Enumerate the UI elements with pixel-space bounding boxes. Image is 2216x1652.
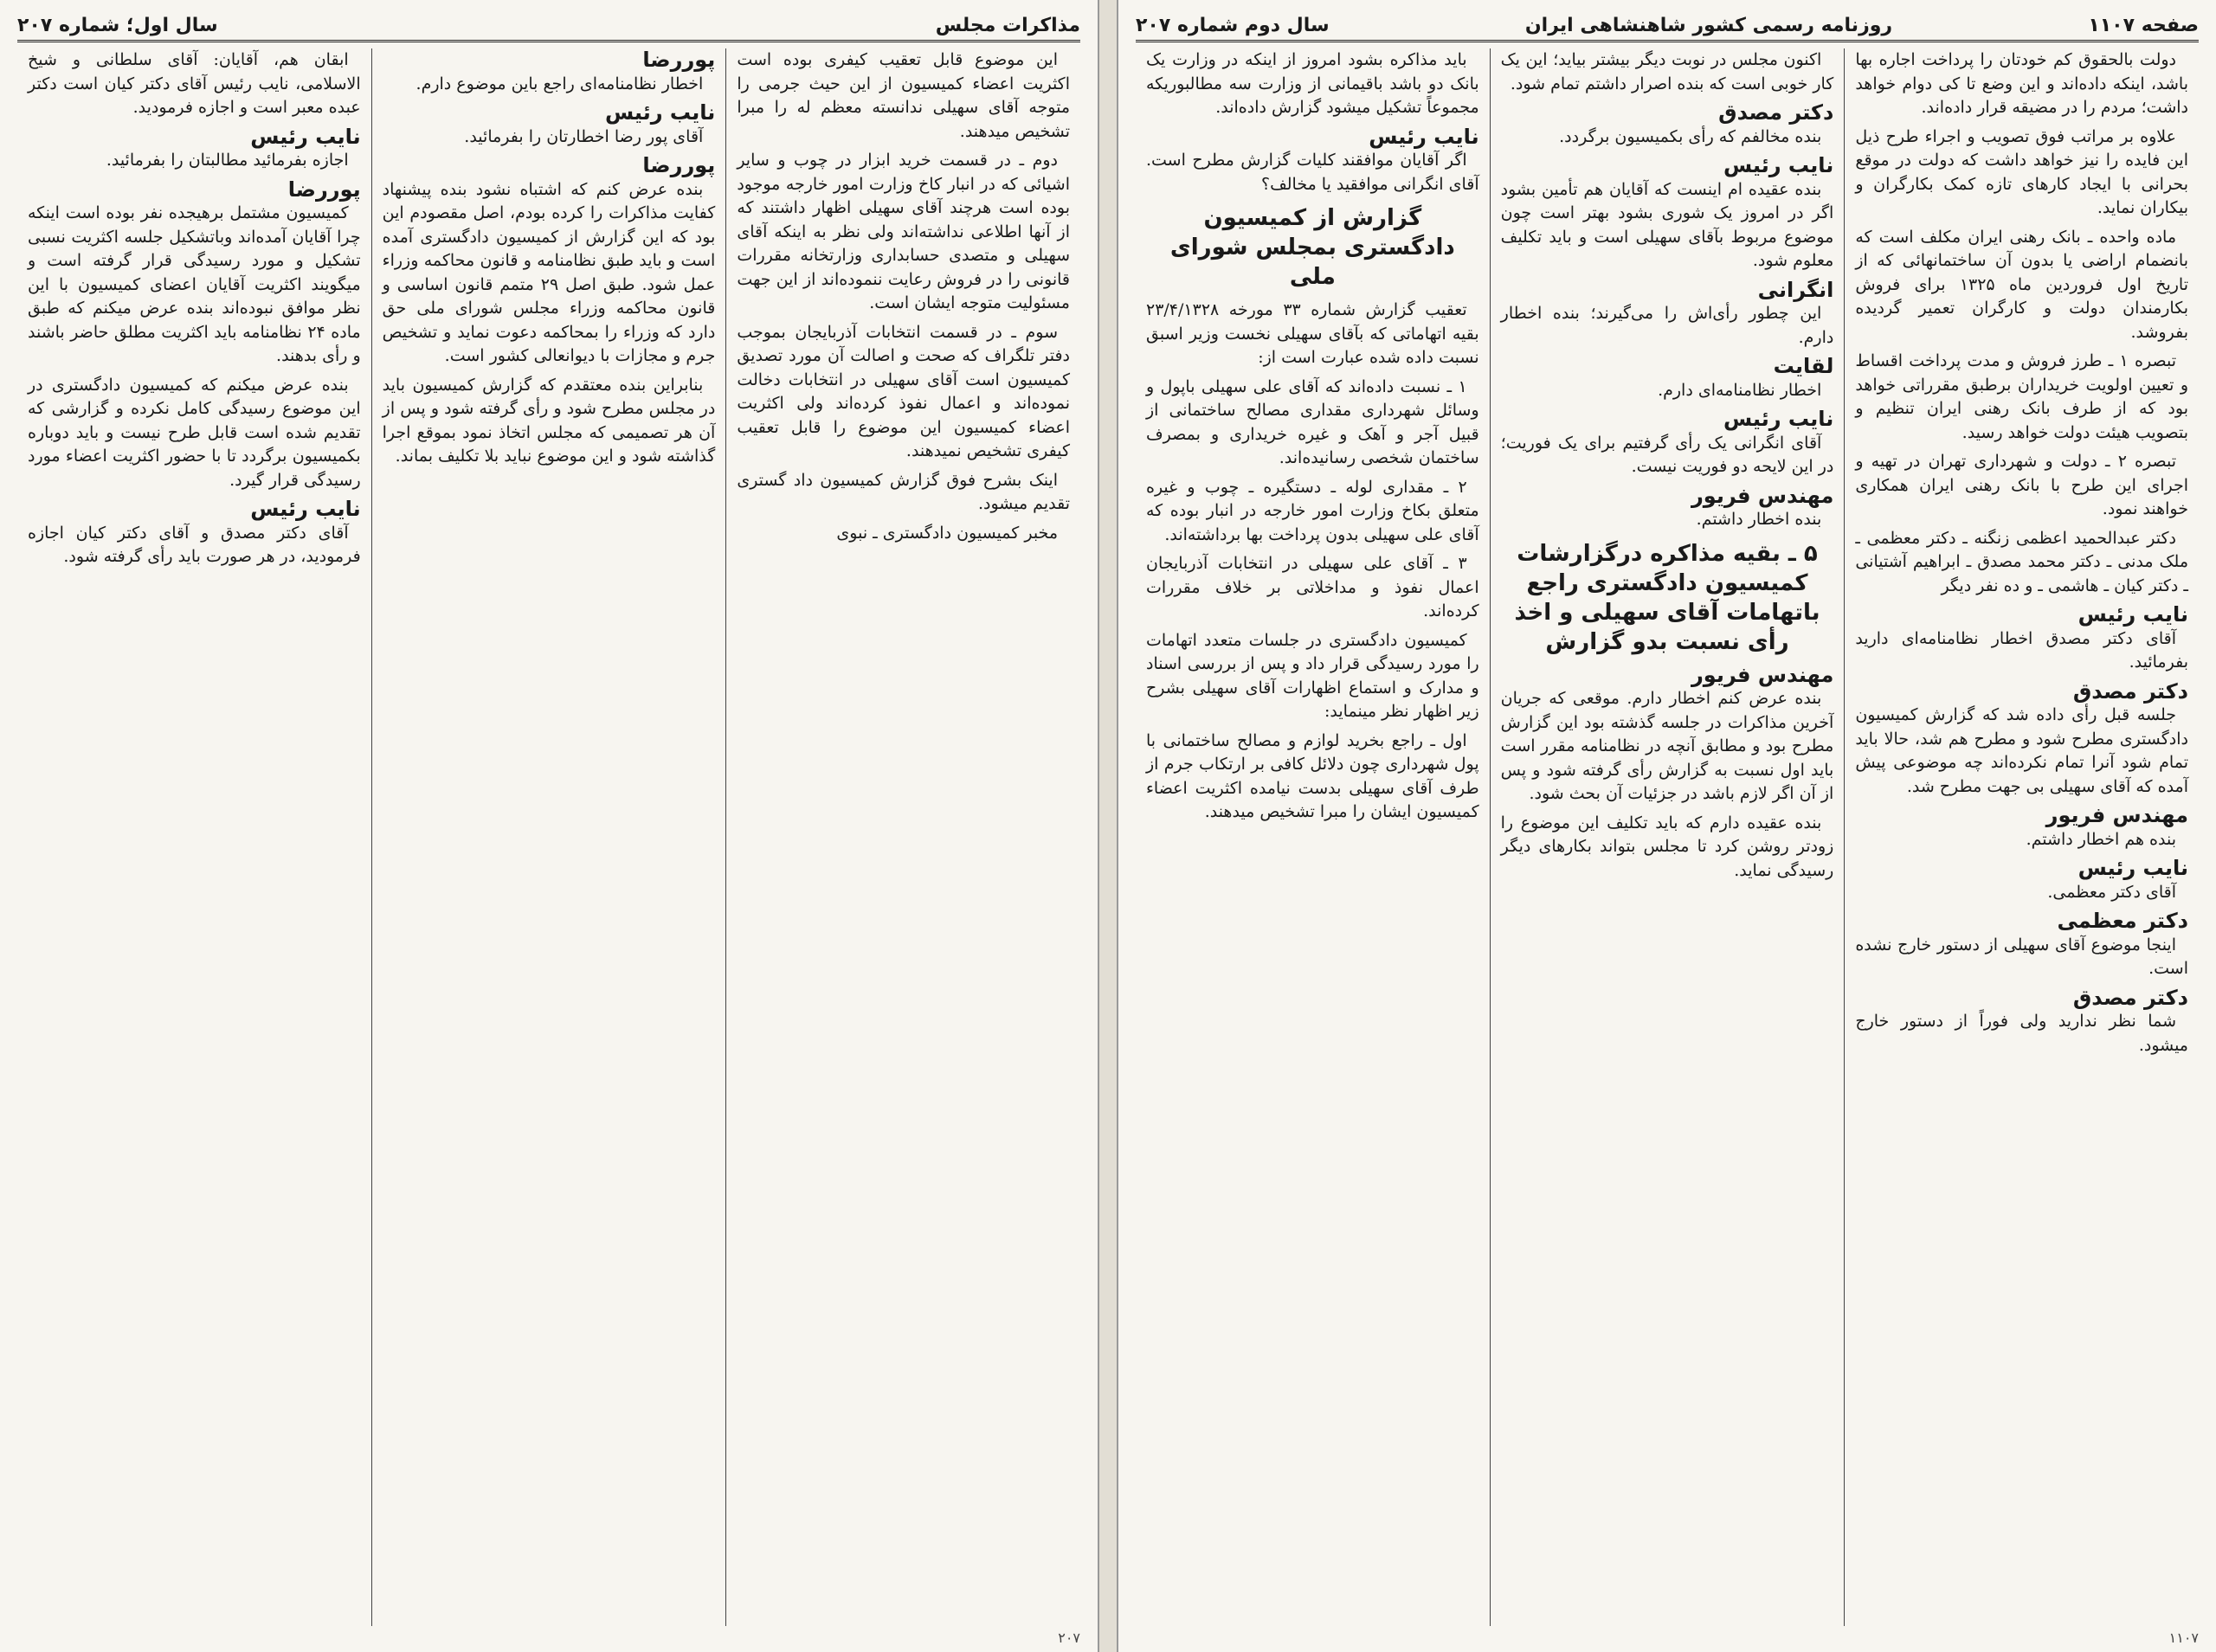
paragraph: دکتر عبدالحمید اعظمی زنگنه ـ دکتر معظمی ـ ملک مدنی ـ دکتر محمد مصدق ـ ابراهیم آشتیانی ـ دکتر کیان ـ هاشمی ـ و ده نفر دیگر	[1855, 528, 2188, 595]
paragraph: اینجا موضوع آقای سهیلی از دستور خارج نشده است.	[1855, 935, 2188, 978]
speaker-name: نایب رئیس	[1369, 124, 1479, 149]
paragraph: ۱ ـ نسبت داده‌اند که آقای علی سهیلی باپول و وسائل شهرداری مقداری مصالح ساختمانی از قبیل آجر و آهک و غیره خریداری و بمصرف ساختمان شخصی رسانیده‌اند.	[1145, 376, 1479, 467]
paragraph: ۳ ـ آقای علی سهیلی در انتخابات آذربایجان اعمال نفوذ و مداخلاتی بر خلاف مقررات کرده‌اند.	[1145, 554, 1479, 620]
paragraph: بنابراین بنده معتقدم که گزارش کمیسیون باید در مجلس مطرح شود و رأی گرفته شود و پس از آن هر تصمیمی که مجلس اتخاذ نمود بموقع اجرا گذاشته شود و این موضوع نباید بلا تکلیف بماند.	[382, 375, 716, 466]
speaker-name: پوررضا	[642, 153, 716, 177]
paragraph: تبصره ۲ ـ دولت و شهرداری تهران در تهیه و اجرای این طرح با بانک رهنی ایران همکاری خواهند نمود.	[1855, 452, 2188, 518]
section-heading: گزارش از کمیسیون دادگستری بمجلس شورای ملی	[1169, 205, 1455, 290]
paragraph: ابقان هم، آقایان: آقای سلطانی و شیخ الاسلامی، نایب رئیس آقای دکتر کیان است دکتر عبده معبر است و اجازه فرمودید.	[27, 50, 361, 117]
speaker-name: مهندس فریور	[2045, 803, 2188, 827]
paragraph: تعقیب گزارش شماره ۳۳ مورخه ۲۳/۴/۱۳۲۸ بقیه اتهاماتی که بآقای سهیلی نخست وزیر اسبق نسبت داده شده عبارت است از:	[1145, 300, 1479, 367]
speaker-name: پوررضا	[642, 48, 716, 72]
paragraph: علاوه بر مراتب فوق تصویب و اجراء طرح ذیل این فایده را نیز خواهد داشت که دولت در موقع بحرانی با ایجاد کارهای تازه کمک بکارگران و بیکاران نماید.	[1855, 126, 2188, 217]
paragraph: دولت بالحقوق کم خودتان را پرداخت اجاره بها باشد، اینکه داده‌اند و این وضع تا کی دوام خواهد داشت؛ مردم را در مضیقه قرار داده‌اند.	[1855, 50, 2188, 117]
right-page-column-1	[1844, 48, 2199, 1626]
paragraph: دوم ـ در قسمت خرید ابزار در چوب و سایر اشیائی که در انبار کاخ وزارت امور خارجه موجود بوده است هرچند آقای سهیلی اظهار داشتند که از آنها اطلاعی نداشته‌اند ولی نظر به اینکه آقای سهیلی و متصدی حسابداری وزارتخانه مقررات قانونی را در فروش رعایت ننموده‌اند از این جهت مسئولیت متوجه ایشان است.	[737, 151, 1070, 312]
right-header-issue: سال دوم شماره ۲۰۷	[1136, 14, 1330, 36]
right-header-page-number: صفحه ۱۱۰۷	[2088, 14, 2199, 36]
paragraph: جلسه قبل رأی داده شد که گزارش کمیسیون دادگستری مطرح شود و مطرح هم شد، حالا باید تمام شود آنرا تمام نکرده‌اند چه موضوعی پیش آمده که آقای سهیلی بی جهت مطرح شد.	[1855, 705, 2188, 796]
paragraph: اخطار نظامنامه‌ای راجع باین موضوع دارم.	[416, 74, 704, 93]
right-page-column-3	[1136, 48, 1490, 1626]
left-header-title: مذاکرات مجلس	[935, 14, 1080, 36]
right-page	[1117, 0, 2216, 1652]
paragraph: بنده اخطار داشتم.	[1696, 510, 1822, 529]
paragraph: بنده مخالفم که رأی بکمیسیون برگردد.	[1559, 126, 1822, 146]
speaker-name: پوررضا	[287, 177, 361, 202]
right-columns	[1136, 48, 2199, 1626]
paragraph: این موضوع قابل تعقیب کیفری بوده است اکثریت اعضاء کمیسیون از این حیث جرمی را متوجه آقای سهیلی ندانسته معظم له را مبرا تشخیص میدهند.	[737, 50, 1070, 141]
paragraph: آقای دکتر مصدق و آقای دکتر کیان اجازه فرمودید، در هر صورت باید رأی گرفته شود.	[27, 523, 361, 566]
paragraph: اکنون مجلس در نوبت دیگر بیشتر بیاید؛ این یک کار خوبی است که بنده اصرار داشتم تمام شود.	[1500, 50, 1834, 93]
paragraph: بنده هم اخطار داشتم.	[2026, 829, 2176, 849]
speaker-name: لقایت	[1773, 354, 1834, 378]
paragraph: بنده عرض کنم اخطار دارم. موقعی که جریان آخرین مذاکرات در جلسه گذشته بود این گزارش مطرح بود و مطابق آنچه در نظامنامه مقرر است باید اول نسبت به گزارش رأی گرفته شود و پس از آن اگر لازم باشد در جزئیات آن بحث شود.	[1500, 689, 1834, 803]
speaker-name: نایب رئیس	[250, 124, 361, 149]
paragraph: ۲ ـ مقداری لوله ـ دستگیره ـ چوب و غیره متعلق بکاخ وزارت امور خارجه در انبار بوده که آقای علی سهیلی بدون پرداخت بها برداشته‌اند.	[1145, 477, 1479, 544]
left-columns	[17, 48, 1080, 1626]
right-header-paper-name: روزنامه رسمی کشور شاهنشاهی ایران	[1524, 14, 1893, 36]
left-page-header	[17, 10, 1080, 42]
paragraph: اینک بشرح فوق گزارش کمیسیون داد گستری تقدیم میشود.	[737, 470, 1070, 513]
speaker-name: مهندس فریور	[1691, 483, 1834, 508]
speaker-name: نایب رئیس	[2078, 856, 2188, 880]
right-footer-number: ۱۱۰۷	[2168, 1630, 2199, 1646]
paragraph: این چطور رأی‌اش را می‌گیرند؛ بنده اخطار دارم.	[1500, 304, 1834, 347]
paragraph: بنده عقیده دارم که باید تکلیف این موضوع را زودتر روشن کرد تا مجلس بتواند بکارهای دیگر رسیدگی نماید.	[1500, 813, 1834, 880]
paragraph: سوم ـ در قسمت انتخابات آذربایجان بموجب دفتر تلگراف که صحت و اصالت آن مورد تصدیق کمیسیون است آقای سهیلی در انتخابات دخالت نموده‌اند و اعمال نفوذ کرده‌اند ولی اکثریت اعضاء کمیسیون این موضوع را قابل تعقیب کیفری تشخیص نمیدهند.	[737, 322, 1070, 460]
left-footer	[17, 1630, 1080, 1649]
speaker-name: نایب رئیس	[1723, 407, 1834, 431]
right-footer	[1136, 1630, 2199, 1649]
speaker-name: نایب رئیس	[2078, 602, 2188, 627]
paragraph: اگر آقایان موافقند کلیات گزارش مطرح است. آقای انگرانی موافقید یا مخالف؟	[1145, 151, 1479, 194]
paragraph: شما نظر ندارید ولی فوراً از دستور خارج میشود.	[1855, 1012, 2188, 1055]
paragraph: اجازه بفرمائید مطالبتان را بفرمائید.	[106, 151, 349, 170]
left-page-column-1	[725, 48, 1080, 1626]
left-footer-number: ۲۰۷	[1058, 1630, 1080, 1646]
paragraph: کمیسیون دادگستری در جلسات متعدد اتهامات را مورد رسیدگی قرار داد و پس از بررسی اسناد و مدارک و استماع اظهارات آقای سهیلی بشرح زیر اظهار نظر مینماید:	[1145, 630, 1479, 721]
speaker-name: دکتر مصدق	[2072, 985, 2188, 1010]
speaker-name: نایب رئیس	[250, 497, 361, 521]
paragraph: تبصره ۱ ـ طرز فروش و مدت پرداخت اقساط و تعیین اولویت خریداران برطبق مقرراتی خواهد بود که از طرف بانک رهنی ایران تنظیم و بتصویب هیئت دولت خواهد رسید.	[1855, 351, 2188, 442]
left-header-session: سال اول؛ شماره ۲۰۷	[17, 14, 218, 36]
paragraph: اخطار نظامنامه‌ای دارم.	[1658, 380, 1822, 400]
speaker-name: نایب رئیس	[604, 100, 716, 125]
paragraph: آقای انگرانی یک رأی گرفتیم برای یک فوریت؛ در این لایحه دو فوریت نیست.	[1500, 433, 1834, 476]
paragraph: اول ـ راجع بخرید لوازم و مصالح ساختمانی با پول شهرداری چون دلائل کافی بر ارتکاب جرم از طرف آقای سهیلی بدست نیامده اکثریت اعضاء کمیسیون ایشان را مبرا تشخیص میدهند.	[1145, 730, 1479, 821]
speaker-name: دکتر مصدق	[1718, 100, 1834, 125]
left-page-column-3	[17, 48, 371, 1626]
paragraph: ماده واحده ـ بانک رهنی ایران مکلف است که بانضمام اراضی یا بدون آن ساختمانهائی که از تاریخ اول فروردین ماه ۱۳۲۵ برای فروش بکارمندان دولت و کارگران تعمیر گردیده بفروشد.	[1855, 227, 2188, 342]
paragraph: بنده عرض کنم که اشتباه نشود بنده پیشنهاد کفایت مذاکرات را کرده بودم، اصل مقصودم این بود که این گزارش از کمیسیون دادگستری آمده است و باید طبق نظامنامه و قانون محاکمه وزراء عمل شود. طبق اصل ۲۹ متمم قانون اساسی و قانون محاکمه وزراء مجلس شورای ملی حق دارد که وزراء را بمحاکمه دعوت نماید و تشخیص جرم و مجازات با دیوانعالی کشور است.	[382, 179, 716, 365]
speaker-name: دکتر معظمی	[2057, 909, 2188, 933]
right-page-column-2	[1490, 48, 1845, 1626]
paragraph: باید مذاکره بشود امروز از اینکه در وزارت یک بانک دو باشد باقیمانی از وزارت سه مطالبوریکه مجموعاً تشکیل میشود گزارش داده‌اند.	[1145, 50, 1479, 117]
left-page-column-2	[371, 48, 726, 1626]
right-page-header	[1136, 10, 2199, 42]
speaker-name: دکتر مصدق	[2072, 678, 2188, 704]
paragraph: کمیسیون مشتمل برهیجده نفر بوده است اینکه چرا آقایان آمده‌اند وباتشکیل جلسه اکثریت نسبی تشکیل و مورد رسیدگی قرار گرفته است و میگویند اکثریت آقایان اعضای کمیسیون با این نظر موافق نبوده‌اند بنده عرض میکنم که طبق ماده ۲۴ نظامنامه باید اکثریت مطلق حاضر باشند و رأی بدهند.	[27, 203, 361, 365]
paragraph: آقای دکتر مصدق اخطار نظامنامه‌ای دارید بفرمائید.	[1855, 628, 2188, 672]
paragraph: بنده عقیده ام اینست که آقایان هم تأمین بشود اگر در امروز یک شوری بشود بهتر است چون موضوع مربوط بآقای سهیلی است و باید تکلیف معلوم شود.	[1500, 179, 1834, 270]
paragraph: آقای پور رضا اخطارتان را بفرمائید.	[464, 126, 704, 146]
paragraph: بنده عرض میکنم که کمیسیون دادگستری در این موضوع رسیدگی کامل نکرده و گزارشی که تقدیم شده است قابل طرح نیست و باید دوباره بکمیسیون برگردد تا با حضور اکثریت اعضاء مورد رسیدگی قرار گیرد.	[27, 375, 361, 490]
speaker-name: مهندس فریور	[1691, 662, 1834, 687]
speaker-name: نایب رئیس	[1723, 153, 1834, 177]
paragraph: مخبر کمیسیون دادگستری ـ نبوی	[836, 523, 1058, 543]
section-heading: ۵ ـ بقیه مذاکره درگزارشات کمیسیون دادگستری راجع باتهامات آقای سهیلی و اخذ رأی نسبت بدو گزارش	[1514, 540, 1820, 655]
speaker-name: انگرانی	[1757, 277, 1834, 302]
paragraph: آقای دکتر معظمی.	[2047, 882, 2176, 902]
left-page	[0, 0, 1099, 1652]
page-gutter	[1099, 0, 1117, 1652]
